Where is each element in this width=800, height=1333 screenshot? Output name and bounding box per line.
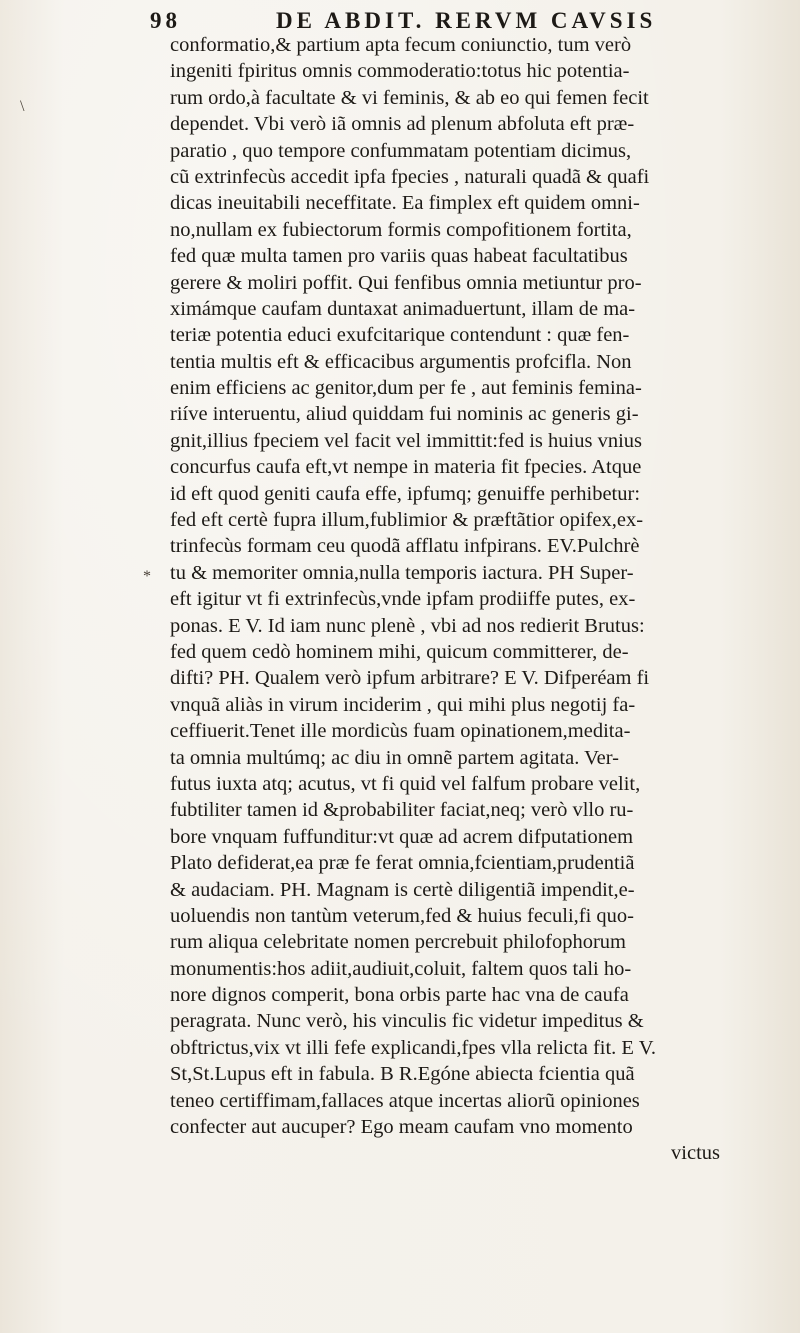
text-line: fubtiliter tamen id &probabiliter faciat,neq; verò vllo ru- [170, 799, 634, 822]
text-line: no,nullam ex fubiectorum formis compofitionem fortita, [170, 218, 632, 241]
text-line: ta omnia multúmq; ac diu in omnẽ partem agitata. Ver- [170, 746, 619, 769]
text-line: rum aliqua celebritate nomen percrebuit philofophorum [170, 931, 626, 954]
text-line: dicas ineuitabili neceffitate. Ea fimplex eft quidem omni- [170, 192, 640, 215]
text-line: teneo certiffimam,fallaces atque incertas aliorũ opiniones [170, 1089, 640, 1112]
text-line: fed eft certè fupra illum,fublimior & præftãtior opifex,ex- [170, 509, 644, 532]
text-line: & audaciam. PH. Magnam is certè diligentiã impendit,e- [170, 878, 635, 901]
text-line: ximámque caufam duntaxat animaduertunt, illam de ma- [170, 297, 636, 320]
text-line: ceffiuerit.Tenet ille mordicùs fuam opinationem,medita- [170, 720, 631, 743]
text-line: bore vnquam fuffunditur:vt quæ ad acrem difputationem [170, 825, 634, 848]
text-line: fed quæ multa tamen pro variis quas habeat facultatibus [170, 245, 628, 268]
text-line: enim efficiens ac genitor,dum per fe , aut feminis femina- [170, 377, 642, 400]
text-line: concurfus caufa eft,vt nempe in materia fit fpecies. Atque [170, 456, 642, 479]
text-line: St,St.Lupus eft in fabula. B R.Egóne abiecta fcientia quã [170, 1063, 635, 1086]
text-line: conformatio,& partium apta fecum coniunctio, tum verò [170, 34, 632, 56]
margin-mark: * [143, 568, 151, 585]
text-line: tu & memoriter omnia,nulla temporis iactura. PH Super- [170, 561, 634, 584]
text-line: gerere & moliri poffit. Qui fenfibus omnia metiuntur pro- [170, 271, 642, 294]
text-line: peragrata. Nunc verò, his vinculis fic videtur impeditus & [170, 1010, 644, 1033]
text-line: riíve interuentu, aliud quiddam fui nominis ac generis gi- [170, 403, 639, 426]
text-line: cũ extrinfecùs accedit ipfa fpecies , naturali quadã & quafi [170, 165, 650, 188]
text-line: eft igitur vt fi extrinfecùs,vnde ipfam prodiiffe putes, ex- [170, 588, 636, 611]
text-line: confecter aut aucuper? Ego meam caufam vno momento [170, 1116, 633, 1139]
body-text [170, 32, 780, 1167]
text-line: vnquã aliàs in virum inciderim , qui mihi plus negotij fa- [170, 693, 636, 716]
text-line: difti? PH. Qualem verò ipfum arbitrare? E V. Difperéam fi [170, 667, 650, 690]
margin-mark: \ [20, 98, 25, 115]
text-line: rum ordo,à facultate & vi feminis, & ab eo qui femen fecit [170, 86, 649, 109]
text-line: Plato defiderat,ea præ fe ferat omnia,fcientiam,prudentiã [170, 852, 635, 875]
text-line: futus iuxta atq; acutus, vt fi quid vel falfum probare velit, [170, 772, 641, 795]
text-line: ponas. E V. Id iam nunc plenè , vbi ad nos redierit Brutus: [170, 614, 645, 637]
text-line: trinfecùs formam ceu quodã afflatu infpirans. EV.Pulchrè [170, 535, 640, 558]
text-line: fed quem cedò hominem mihi, quicum committerer, de- [170, 640, 629, 663]
text-line: id eft quod geniti caufa effe, ipfumq; genuiffe perhibetur: [170, 482, 641, 505]
text-line: ingeniti fpiritus omnis commoderatio:totus hic potentia- [170, 60, 630, 83]
running-head: DE ABDIT. RERVM CAVSIS [276, 8, 657, 33]
text-line: dependet. Vbi verò iã omnis ad plenum abfoluta eft præ- [170, 113, 635, 136]
page-number: 98 [150, 8, 181, 33]
text-line: gnit,illius fpeciem vel facit vel immittit:fed is huius vnius [170, 429, 643, 452]
text-line: uoluendis non tantùm veterum,fed & huius feculi,fi quo- [170, 904, 635, 927]
text-line: paratio , quo tempore confummatam potentiam dicimus, [170, 139, 632, 162]
text-line: monumentis:hos adiit,audiuit,coluit, faltem quos tali ho- [170, 957, 632, 980]
text-line: tentia multis eft & efficacibus argumentis profcifla. Non [170, 350, 632, 373]
text-line: nore dignos comperit, bona orbis parte hac vna de caufa [170, 984, 629, 1007]
text-line: obftrictus,vix vt illi fefe explicandi,fpes vlla relicta fit. E V. [170, 1036, 656, 1059]
text-line: teriæ potentia educi exufcitarique contendunt : quæ fen- [170, 324, 630, 347]
catchword: victus [671, 1142, 720, 1165]
